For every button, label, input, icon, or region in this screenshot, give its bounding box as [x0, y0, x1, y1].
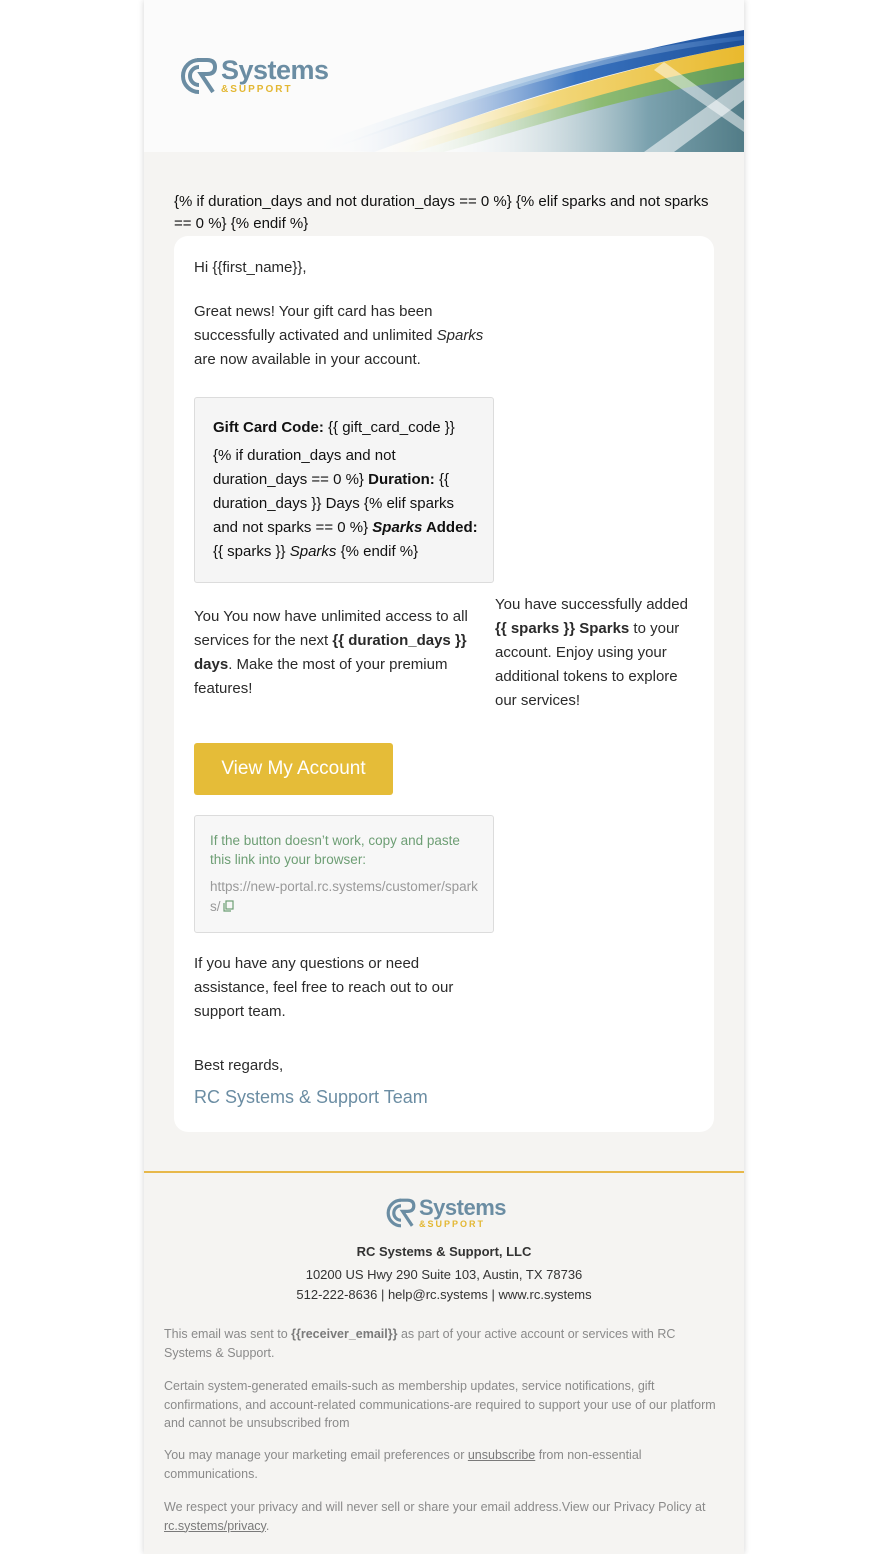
header-wave-graphic	[304, 0, 744, 152]
fallback-link-hint: If the button doesn’t work, copy and paste this link into your browser:	[210, 833, 460, 867]
footer-company-name: RC Systems & Support, LLC	[356, 1244, 532, 1259]
footer-preferences-notice: You may manage your marketing email preferences or unsubscribe from non-essential communications.	[164, 1448, 642, 1481]
header-logo[interactable]	[177, 56, 329, 96]
footer-required-emails-notice: Certain system-generated emails-such as membership updates, service notifications, gift confirmations, and account-related communications-are required to support your use of our platform and cannot be unsubscribed from	[164, 1379, 716, 1430]
template-conditional-text: {% if duration_days and not duration_days == 0 %} {% elif sparks and not sparks == 0 %} {% endif %}	[174, 193, 709, 232]
email-header	[144, 0, 744, 152]
rc-logo-mark-icon	[383, 1197, 419, 1229]
fallback-link-box	[194, 815, 494, 933]
footer-divider	[144, 1171, 744, 1173]
help-paragraph: If you have any questions or need assistance, feel free to reach out to our support team.	[194, 955, 454, 1020]
fallback-link-url[interactable]: https://new-portal.rc.systems/customer/sparks/	[210, 879, 478, 914]
logo-subtext: &SUPPORT	[221, 84, 293, 95]
greeting: Hi {{first_name}},	[194, 259, 307, 276]
gift-card-detail-line: {% if duration_days and not duration_days == 0 %} Duration: {{ duration_days }} Days {% elif sparks and not sparks == 0 %} Sparks Added: {{ sparks }} Sparks {% endif %}	[213, 447, 478, 560]
footer-contact-line: 512-222-8636 | help@rc.systems | www.rc.systems	[296, 1287, 592, 1302]
sign-off: Best regards,	[194, 1057, 284, 1074]
footer-phone[interactable]: 512-222-8636	[296, 1287, 378, 1302]
footer-logo[interactable]	[383, 1197, 506, 1229]
privacy-policy-link[interactable]: rc.systems/privacy	[164, 1518, 266, 1533]
email-container	[144, 0, 744, 1554]
sparks-message: You have successfully added {{ sparks }} Sparks to your account. Enjoy using your additional tokens to explore our services!	[495, 596, 688, 709]
gift-card-details-box	[194, 397, 494, 583]
footer-email-link[interactable]: help@rc.systems	[387, 1287, 488, 1302]
unsubscribe-link[interactable]: unsubscribe	[467, 1448, 536, 1462]
team-signature: RC Systems & Support Team	[194, 1087, 428, 1107]
gift-card-code-line: Gift Card Code: {{ gift_card_code }}	[213, 419, 455, 436]
copy-icon[interactable]	[223, 900, 234, 912]
footer-privacy-notice: We respect your privacy and will never sell or share your email address.View our Privacy Policy at rc.systems/privacy.	[164, 1500, 706, 1533]
message-card	[174, 236, 714, 1132]
logo-subtext: &SUPPORT	[419, 1219, 486, 1229]
logo-wordmark: Systems	[419, 1195, 507, 1220]
intro-paragraph: Great news! Your gift card has been successfully activated and unlimited Sparks are now available in your account.	[194, 303, 484, 368]
footer-website-link[interactable]: www.rc.systems	[498, 1287, 592, 1302]
logo-wordmark: Systems	[221, 55, 329, 85]
rc-logo-mark-icon	[177, 56, 221, 96]
duration-message: You You now have unlimited access to all services for the next {{ duration_days }} days. Make the most of your premium features!	[194, 608, 468, 697]
footer-sent-to-notice: This email was sent to {{receiver_email}} as part of your active account or services with RC Systems & Support.	[164, 1327, 676, 1360]
view-my-account-button[interactable]: View My Account	[194, 743, 393, 795]
footer-address: 10200 US Hwy 290 Suite 103, Austin, TX 78736	[305, 1267, 583, 1282]
